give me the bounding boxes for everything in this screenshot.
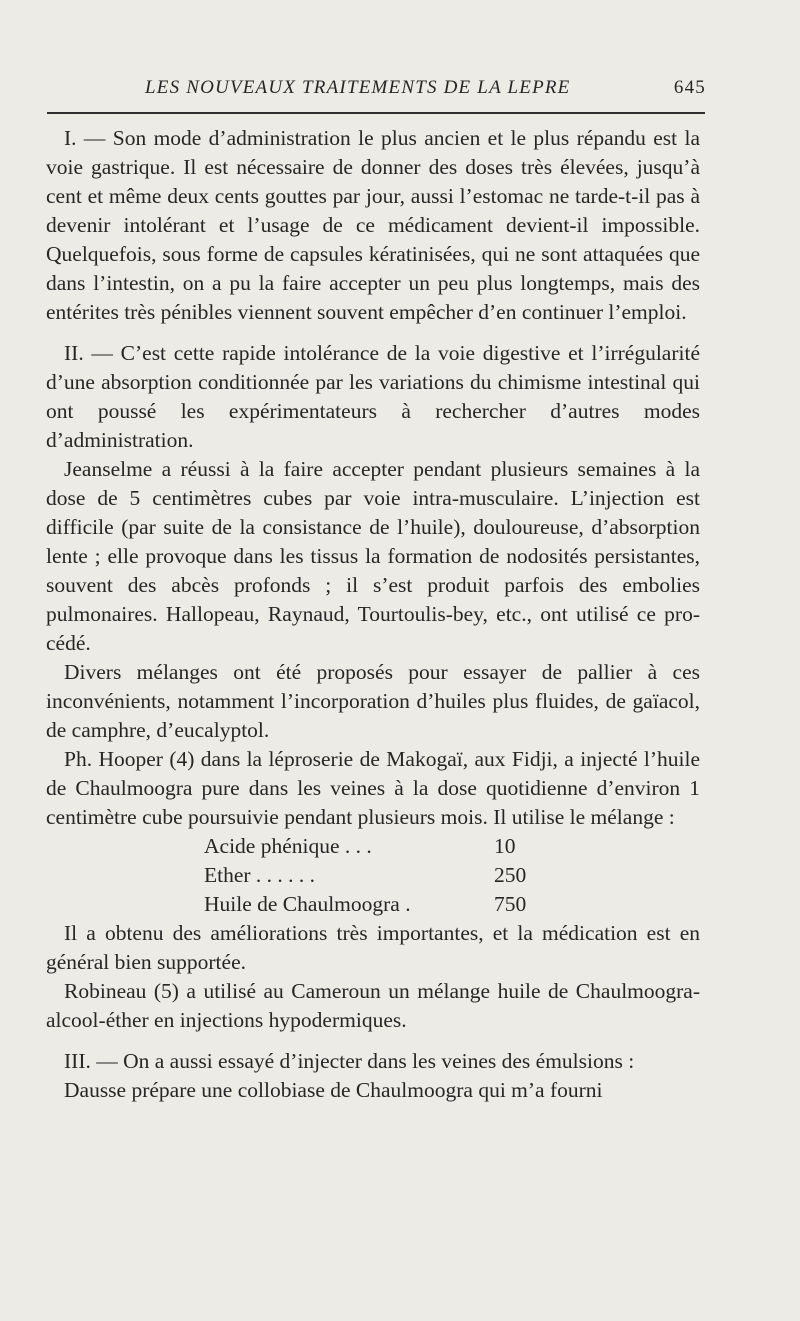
running-header	[145, 77, 706, 103]
paragraph-robineau: Robineau (5) a utilisé au Cameroun un mélange huile de Chaulmoogra-alcool-éther en injections hypodermiques.	[46, 979, 700, 1032]
paragraph-section-2: II. — C’est cette rapide intolérance de la voie digestive et l’irrégularité d’une absorption conditionnée par les variations du chimisme intestinal qui ont poussé les expérimentateurs à rechercher d’autres modes d’administration.	[46, 341, 700, 452]
recipe-table	[46, 832, 700, 919]
paragraph-dausse: Dausse prépare une collobiase de Chaulmoogra qui m’a fourni	[64, 1078, 603, 1102]
running-title: LES NOUVEAUX TRAITEMENTS DE LA LEPRE	[145, 77, 571, 98]
paragraph-jeanselme: Jeanselme a réussi à la faire accepter pendant plusieurs semaines à la dose de 5 centimètres cubes par voie intra-musculaire. L’injection est difficile (par suite de la consistance de l’huile), douloureuse, d’absorption lente ; elle provoque dans les tissus la formation de nodosités persistantes, souvent des abcès profonds ; il s’est produit parfois des embolies pulmonaires. Hallopeau, Raynaud, Tourtoulis-bey, etc., ont utilisé ce procédé.	[46, 457, 700, 655]
recipe-ingredient: Ether . . . . . .	[204, 863, 316, 887]
paragraph-section-1: I. — Son mode d’administration le plus ancien et le plus répandu est la voie gastrique. Il est nécessaire de donner des doses très élevées, jusqu’à cent et même deux cents gouttes par jour, aussi l’estomac ne tarde-t-il pas à devenir intolérant et l’usage de ce médicament devient-il impossible. Quelquefois, sous forme de capsules kératinisées, qui ne sont attaquées que dans l’intestin, on a pu la faire accepter un peu plus longtemps, mais des entérites très pénibles viennent souvent empêcher d’en continuer l’emploi.	[46, 126, 700, 324]
recipe-ingredient: Acide phénique . . .	[204, 834, 372, 858]
paragraph-melanges: Divers mélanges ont été proposés pour essayer de pallier à ces inconvénients, notamment l’incorporation d’huiles plus fluides, de gaïacol, de camphre, d’eucalyptol.	[46, 660, 700, 742]
header-rule	[47, 112, 705, 114]
recipe-row	[46, 861, 700, 890]
paragraph-section-3: III. — On a aussi essayé d’injecter dans les veines des émulsions :	[64, 1049, 635, 1073]
page-number: 645	[673, 77, 706, 98]
recipe-row	[46, 832, 700, 861]
paragraph-results: Il a obtenu des améliorations très importantes, et la médication est en général bien supportée.	[46, 921, 700, 974]
recipe-quantity: 250	[494, 863, 527, 887]
recipe-row	[46, 890, 700, 919]
paragraph-hooper: Ph. Hooper (4) dans la léproserie de Makogaï, aux Fidji, a injecté l’huile de Chaulmoogra pure dans les veines à la dose quotidienne d’environ 1 centimètre cube poursuivie pendant plusieurs mois. Il utilise le mélange :	[46, 747, 700, 829]
recipe-quantity: 750	[494, 892, 527, 916]
recipe-ingredient: Huile de Chaulmoogra .	[204, 892, 411, 916]
recipe-quantity: 10	[494, 834, 516, 858]
body-text	[46, 124, 700, 1105]
